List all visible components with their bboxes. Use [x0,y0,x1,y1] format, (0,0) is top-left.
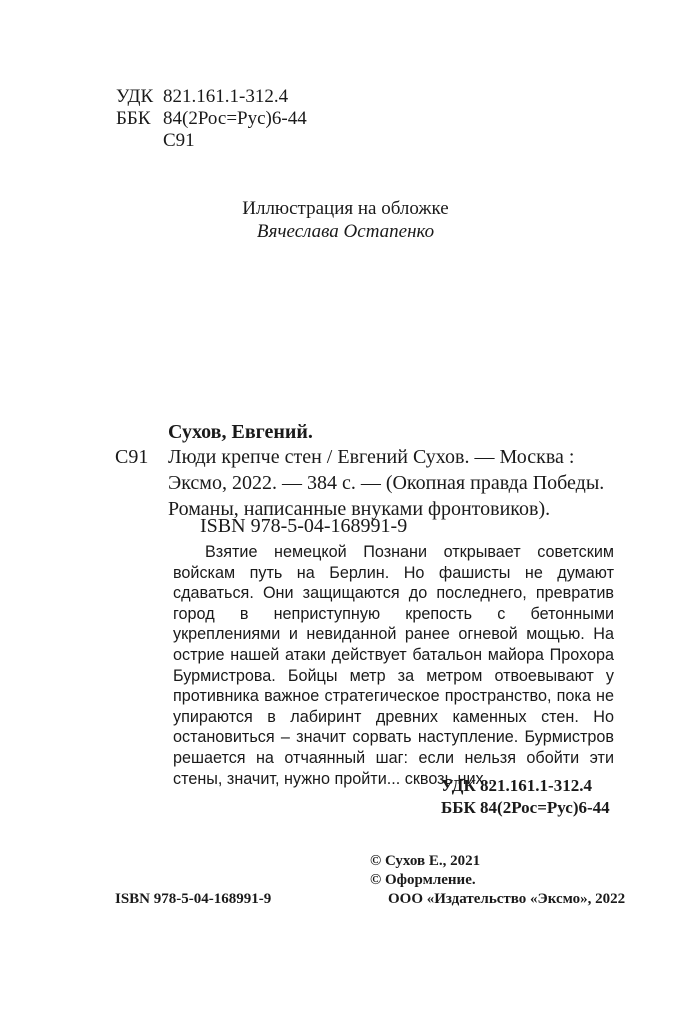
codes-bbk: ББК 84(2Рос=Рус)6-44 [441,798,610,817]
bib-isbn: ISBN 978-5-04-168991-9 [200,515,408,537]
copyright-design: © Оформление. [370,872,476,888]
bib-title-line2: Эксмо, 2022. — 384 с. — (Окопная правда Победы. [168,472,605,494]
copyright-publisher: ООО «Издательство «Эксмо», 2022 [388,891,626,907]
udk-label: УДК [116,86,154,107]
annotation [173,542,614,789]
bib-title-line3: Романы, написанные внуками фронтовиков). [168,498,551,520]
codes-udk: УДК 821.161.1-312.4 [441,776,592,795]
bib-author: Сухов, Евгений. [168,421,313,443]
illustration-credit-artist: Вячеслава Остапенко [256,221,435,242]
illustration-credit-line1: Иллюстрация на обложке [242,198,449,219]
copyright-author: © Сухов Е., 2021 [370,853,481,869]
copyright-isbn: ISBN 978-5-04-168991-9 [115,891,272,907]
bib-title-line1: Люди крепче стен / Евгений Сухов. — Москва : [168,446,575,468]
udk-value: 821.161.1-312.4 [163,86,289,107]
annotation-text: Взятие немецкой Познани открывает советским войскам путь на Берлин. Но фашисты не думают сдаваться. Они защищаются до последнего, превратив город в неприступную крепость с бетонными укреплениями и невиданной ранее огневой мощью. На острие нашей атаки действует батальон майора Прохора Бурмистрова. Бойцы метр за метром отвоевывают у противника важное стратегическое пространство, пока не упираются в лабиринт древних каменных стен. Но остановиться – значит сорвать наступление. Бурмистров решается на отчаянный шаг: если нельзя обойти эти стены, значит, нужно пройти... сквозь них... [173,543,614,788]
author-mark-top: С91 [163,130,195,151]
bbk-value: 84(2Рос=Рус)6-44 [163,108,307,129]
bib-mark: С91 [115,446,149,468]
bbk-label: ББК [116,108,151,129]
